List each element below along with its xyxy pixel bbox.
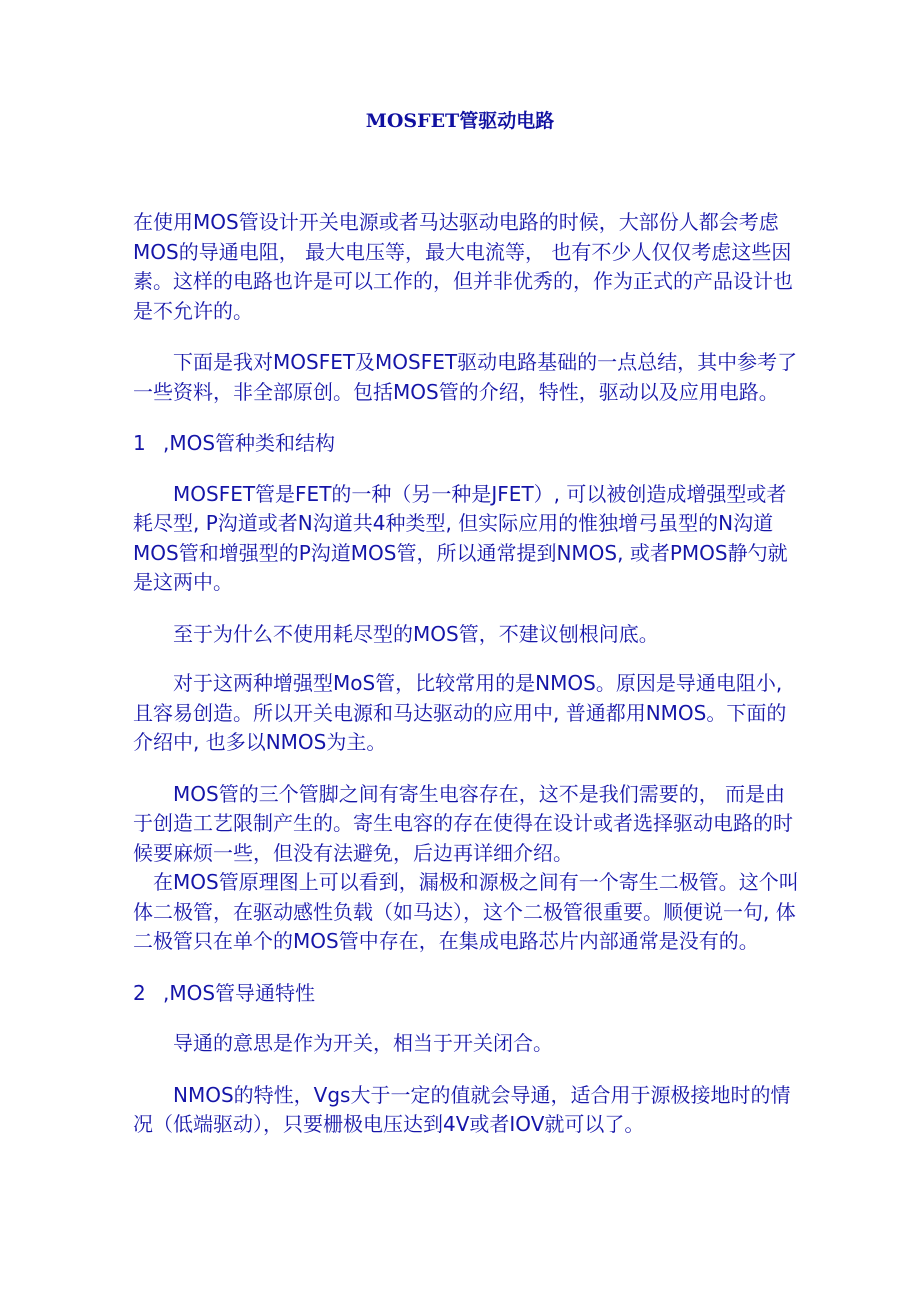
paragraph-depletion: 至于为什么不使用耗尽型的MOS管，不建议刨根问底。: [173, 621, 659, 646]
paragraph-mos-types: MOSFET管是FET的一种（另一种是JFET）, 可以被创造成增强型或者耗尽型, P沟道或者N沟道共4种类型, 但实际应用的惟独增弓虽型的N沟道MOS管和增强型的P沟道MOS管，所以通常提到NMOS, 或者PMOS静勺就是这两中。: [133, 481, 788, 594]
paragraph-summary: 下面是我对MOSFET及MOSFET驱动电路基础的一点总结，其中参考了一些资料，非全部原创。包括MOS管的介绍，特性，驱动以及应用电路。: [133, 350, 798, 404]
section-title: ,MOS管导通特性: [163, 980, 316, 1005]
paragraph-body-diode: 在MOS管原理图上可以看到，漏极和源极之间有一个寄生二极管。这个叫体二极管，在驱动感性负载（如马达），这个二极管很重要。顺便说一句, 体二极管只在单个的MOS管中存在，在集成电路芯片内部通常是没有的。: [133, 870, 799, 953]
section-heading-2: [133, 979, 799, 1009]
document-body: [133, 208, 799, 1140]
section-heading-1: [133, 429, 799, 459]
paragraph-intro: 在使用MOS管设计开关电源或者马达驱动电路的时候，大部份人都会考虑MOS的导通电阻， 最大电压等，最大电流等， 也有不少人仅仅考虑这些因素。这样的电路也许是可以工作的，但并非优秀的，作为正式的产品设计也是不允许的。: [133, 210, 793, 323]
section-number: 1: [133, 431, 146, 455]
section-title: ,MOS管种类和结构: [163, 431, 336, 455]
section-number: 2: [133, 980, 146, 1005]
document-title: MOSFET管驱动电路: [365, 110, 555, 132]
paragraph-conduction: 导通的意思是作为开关，相当于开关闭合。: [173, 1031, 553, 1055]
paragraph-enhancement: 对于这两种增强型MoS管，比较常用的是NMOS。原因是导通电阻小, 且容易创造。所以开关电源和马达驱动的应用中, 普通都用NMOS。下面的介绍中, 也多以NMOS为主。: [133, 671, 787, 754]
paragraph-parasitic-capacitance: MOS管的三个管脚之间有寄生电容存在，这不是我们需要的， 而是由于创造工艺限制产生的。寄生电容的存在使得在设计或者选择驱动电路的时候要麻烦一些，但没有法避免，后边再详细介绍。: [133, 781, 793, 865]
paragraph-nmos-characteristics: NMOS的特性，Vgs大于一定的值就会导通，适合用于源极接地时的情况（低端驱动），只要栅极电压达到4V或者IOV就可以了。: [133, 1082, 791, 1136]
